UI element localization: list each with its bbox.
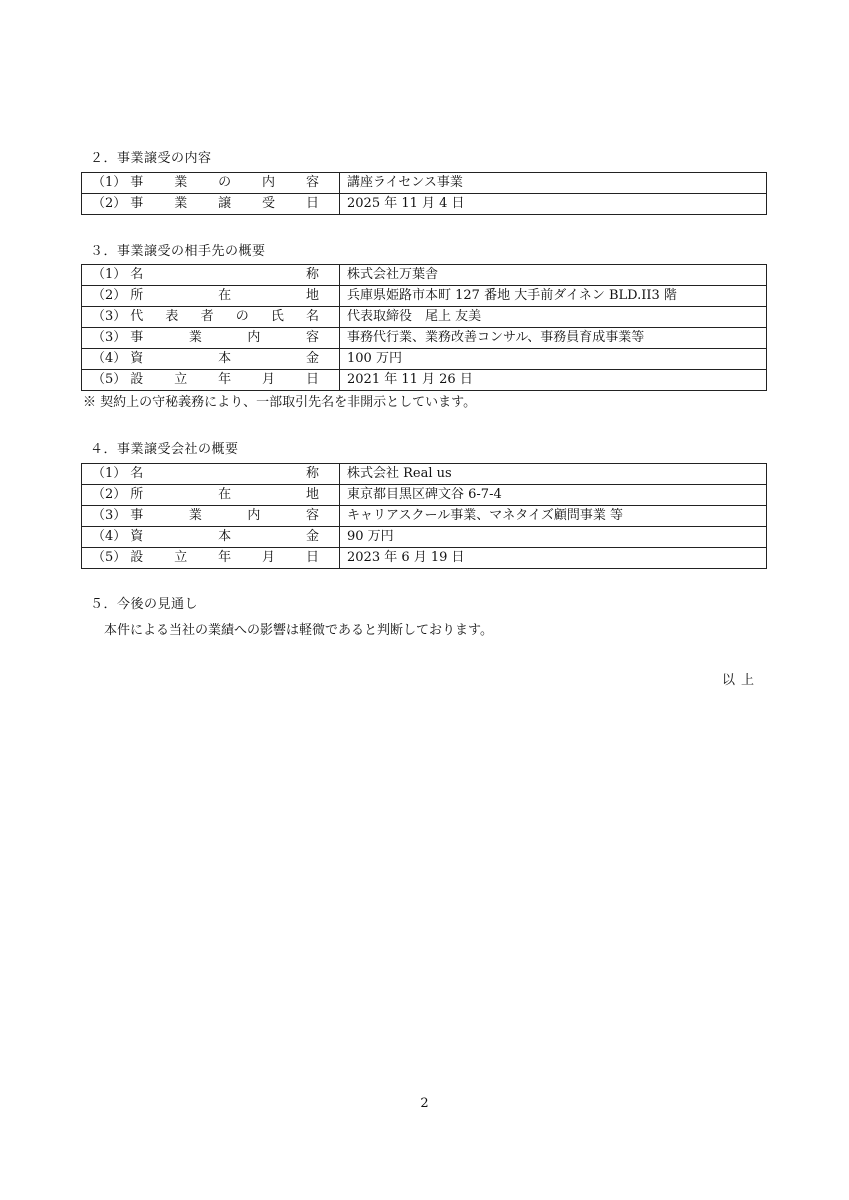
row-label-cell	[82, 307, 340, 328]
row-label-char: 内	[247, 330, 261, 345]
row-label	[130, 286, 319, 306]
table-row	[82, 485, 767, 506]
row-label	[130, 173, 319, 193]
row-label-cell	[82, 464, 340, 485]
table-row	[82, 265, 767, 286]
row-value: 2021 年 11 月 26 日	[340, 370, 767, 391]
row-label-char: 本	[218, 351, 232, 366]
row-label	[130, 506, 319, 526]
row-label-char: 資	[130, 351, 144, 366]
row-number: （3）	[92, 508, 127, 523]
row-label-char: 者	[200, 309, 214, 324]
row-label-char: 事	[130, 175, 144, 190]
row-label-char: 地	[305, 487, 319, 502]
row-label-char: 設	[130, 550, 144, 565]
row-label-char: 所	[130, 487, 144, 502]
closing-mark: 以上	[722, 673, 761, 688]
row-label	[130, 194, 319, 214]
row-label-char: 設	[130, 372, 144, 387]
row-label	[130, 307, 319, 327]
table-row	[82, 506, 767, 527]
row-label-char: 在	[218, 288, 232, 303]
row-label-cell	[82, 286, 340, 307]
row-value: 兵庫県姫路市本町 127 番地 大手前ダイネン BLD.II3 階	[340, 286, 767, 307]
page-number: 2	[420, 1096, 429, 1111]
table-row	[82, 328, 767, 349]
row-label-char: の	[218, 175, 232, 190]
row-label	[130, 370, 319, 390]
outlook-text: 本件による当社の業績への影響は軽微であると判断しております。	[104, 623, 493, 638]
row-label-char: 事	[130, 196, 144, 211]
row-label-char: 日	[305, 196, 319, 211]
table-row	[82, 286, 767, 307]
row-label-cell	[82, 485, 340, 506]
row-number: （5）	[92, 372, 127, 387]
table-row	[82, 349, 767, 370]
confidentiality-note: ※ 契約上の守秘義務により、一部取引先名を非開示としています。	[83, 395, 477, 410]
row-label-char: 年	[218, 372, 232, 387]
row-label	[130, 328, 319, 348]
row-label-cell	[82, 265, 340, 286]
row-label-char: 容	[305, 330, 319, 345]
section-title-outlook: ５．今後の見通し	[90, 597, 199, 612]
table-row	[82, 464, 767, 485]
table-row	[82, 194, 767, 215]
row-label-char: 氏	[270, 309, 284, 324]
row-label-cell	[82, 548, 340, 569]
row-label-char: 名	[130, 267, 144, 282]
row-label	[130, 485, 319, 505]
row-label-char: 称	[305, 466, 319, 481]
row-label	[130, 265, 319, 285]
row-value: 100 万円	[340, 349, 767, 370]
row-number: （2）	[92, 196, 127, 211]
table-row	[82, 307, 767, 328]
row-label-char: 容	[305, 508, 319, 523]
row-label-char: 金	[305, 529, 319, 544]
row-label-char: 日	[305, 372, 319, 387]
section-title-counterparty-overview: ３．事業譲受の相手先の概要	[90, 244, 266, 259]
row-label-char: 名	[305, 309, 319, 324]
row-label-char: 容	[305, 175, 319, 190]
transfer-contents-table	[81, 172, 767, 215]
row-label-char: 内	[247, 508, 261, 523]
row-label-char: 業	[174, 175, 188, 190]
row-label	[130, 548, 319, 568]
row-value: 2025 年 11 月 4 日	[340, 194, 767, 215]
row-value: 株式会社万葉舎	[340, 265, 767, 286]
row-number: （5）	[92, 550, 127, 565]
row-label-char: 月	[262, 372, 276, 387]
row-label-char: 表	[165, 309, 179, 324]
row-label-cell	[82, 194, 340, 215]
row-label-cell	[82, 173, 340, 194]
row-label-char: の	[235, 309, 249, 324]
row-label-char: 事	[130, 330, 144, 345]
row-label	[130, 527, 319, 547]
row-value: キャリアスクール事業、マネタイズ顧問事業 等	[340, 506, 767, 527]
section-title-transfer-contents: ２．事業譲受の内容	[90, 151, 212, 166]
row-value: 講座ライセンス事業	[340, 173, 767, 194]
row-label-char: 業	[174, 196, 188, 211]
row-label-char: 資	[130, 529, 144, 544]
row-number: （1）	[92, 175, 127, 190]
row-label-char: 本	[218, 529, 232, 544]
row-label-cell	[82, 527, 340, 548]
row-number: （2）	[92, 487, 127, 502]
table-row	[82, 548, 767, 569]
row-number: （1）	[92, 267, 127, 282]
row-label-cell	[82, 349, 340, 370]
row-label-char: 年	[218, 550, 232, 565]
row-label-char: 立	[174, 550, 188, 565]
row-label-char: 譲	[218, 196, 232, 211]
row-label-cell	[82, 506, 340, 527]
table-row	[82, 527, 767, 548]
row-label-char: 代	[130, 309, 144, 324]
row-number: （4）	[92, 529, 127, 544]
row-label-char: 内	[262, 175, 276, 190]
row-label	[130, 464, 319, 484]
row-label-char: 所	[130, 288, 144, 303]
row-number: （2）	[92, 288, 127, 303]
row-label-char: 月	[262, 550, 276, 565]
row-label-char: 在	[218, 487, 232, 502]
row-label-char: 立	[174, 372, 188, 387]
row-label-char: 日	[305, 550, 319, 565]
row-label-char: 名	[130, 466, 144, 481]
row-label-cell	[82, 370, 340, 391]
row-value: 代表取締役 尾上 友美	[340, 307, 767, 328]
table-row	[82, 370, 767, 391]
counterparty-overview-table	[81, 264, 767, 391]
row-number: （3）	[92, 330, 127, 345]
row-label-char: 業	[188, 330, 202, 345]
row-value: 東京都目黒区碑文谷 6-7-4	[340, 485, 767, 506]
row-label-char: 業	[188, 508, 202, 523]
row-label-char: 金	[305, 351, 319, 366]
row-value: 90 万円	[340, 527, 767, 548]
section-title-acquiring-company-overview: ４．事業譲受会社の概要	[90, 442, 239, 457]
row-label-char: 受	[262, 196, 276, 211]
row-value: 株式会社 Real us	[340, 464, 767, 485]
row-value: 事務代行業、業務改善コンサル、事務員育成事業等	[340, 328, 767, 349]
row-number: （1）	[92, 466, 127, 481]
row-number: （3）	[92, 309, 127, 324]
row-label-char: 称	[305, 267, 319, 282]
row-value: 2023 年 6 月 19 日	[340, 548, 767, 569]
table-row	[82, 173, 767, 194]
acquiring-company-overview-table	[81, 463, 767, 569]
row-label-char: 地	[305, 288, 319, 303]
row-number: （4）	[92, 351, 127, 366]
row-label	[130, 349, 319, 369]
row-label-cell	[82, 328, 340, 349]
row-label-char: 事	[130, 508, 144, 523]
